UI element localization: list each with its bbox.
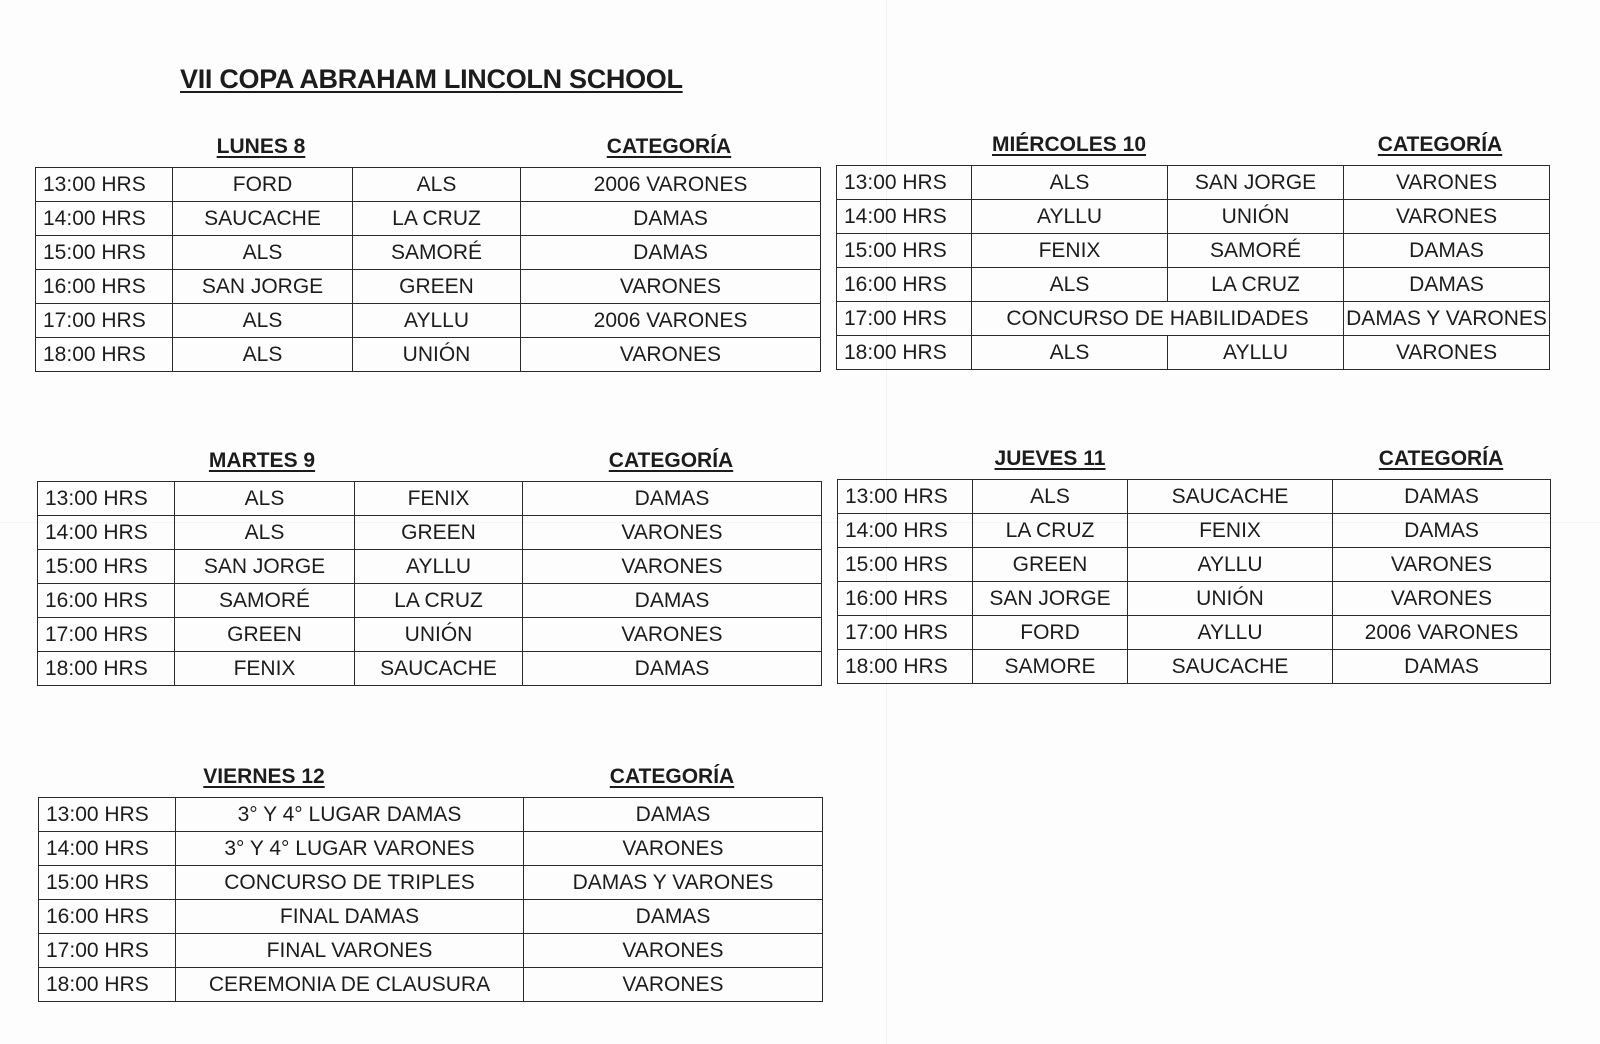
category-cell: DAMAS bbox=[1344, 268, 1550, 302]
time-cell: 15:00 HRS bbox=[838, 548, 973, 582]
team-cell: FENIX bbox=[1128, 514, 1333, 548]
team-cell: UNIÓN bbox=[1168, 200, 1344, 234]
time-cell: 16:00 HRS bbox=[838, 582, 973, 616]
time-cell: 18:00 HRS bbox=[39, 968, 176, 1002]
category-cell: VARONES bbox=[1333, 582, 1551, 616]
table-row bbox=[838, 514, 1551, 548]
table-row bbox=[36, 270, 821, 304]
event-cell: CONCURSO DE TRIPLES bbox=[176, 866, 524, 900]
table-row bbox=[837, 200, 1550, 234]
category-cell: VARONES bbox=[1344, 200, 1550, 234]
table-row bbox=[39, 866, 823, 900]
team-cell: GREEN bbox=[175, 618, 355, 652]
table-row bbox=[838, 548, 1551, 582]
team-cell: FENIX bbox=[175, 652, 355, 686]
category-cell: DAMAS bbox=[523, 584, 822, 618]
category-cell: VARONES bbox=[524, 968, 823, 1002]
table-row bbox=[39, 832, 823, 866]
table-row bbox=[837, 268, 1550, 302]
category-cell: DAMAS bbox=[1333, 514, 1551, 548]
time-cell: 14:00 HRS bbox=[36, 202, 173, 236]
table-row bbox=[39, 968, 823, 1002]
team-cell: AYLLU bbox=[1128, 616, 1333, 650]
time-cell: 17:00 HRS bbox=[837, 302, 972, 336]
time-cell: 16:00 HRS bbox=[38, 584, 175, 618]
time-cell: 17:00 HRS bbox=[838, 616, 973, 650]
team-cell: SAN JORGE bbox=[973, 582, 1128, 616]
team-cell: UNIÓN bbox=[355, 618, 523, 652]
team-cell: SAUCACHE bbox=[355, 652, 523, 686]
time-cell: 18:00 HRS bbox=[38, 652, 175, 686]
category-cell: VARONES bbox=[521, 270, 821, 304]
table-row bbox=[38, 516, 822, 550]
category-cell: DAMAS bbox=[1333, 650, 1551, 684]
time-cell: 16:00 HRS bbox=[39, 900, 176, 934]
day-header-viernes: VIERNES 12 bbox=[203, 765, 325, 788]
team-cell: SAUCACHE bbox=[173, 202, 353, 236]
table-row bbox=[838, 480, 1551, 514]
schedule-table-martes bbox=[37, 481, 822, 686]
category-header-viernes: CATEGORÍA bbox=[609, 765, 735, 788]
team-cell: SAMORE bbox=[973, 650, 1128, 684]
category-header-jueves: CATEGORÍA bbox=[1378, 447, 1504, 470]
team-cell: UNIÓN bbox=[353, 338, 521, 372]
category-header-martes: CATEGORÍA bbox=[608, 449, 734, 472]
time-cell: 16:00 HRS bbox=[837, 268, 972, 302]
time-cell: 15:00 HRS bbox=[36, 236, 173, 270]
team-cell: FENIX bbox=[972, 234, 1168, 268]
team-cell: LA CRUZ bbox=[353, 202, 521, 236]
team-cell: FENIX bbox=[355, 482, 523, 516]
time-cell: 15:00 HRS bbox=[39, 866, 176, 900]
team-cell: ALS bbox=[175, 482, 355, 516]
category-header-lunes: CATEGORÍA bbox=[606, 135, 732, 158]
team-cell: GREEN bbox=[353, 270, 521, 304]
time-cell: 17:00 HRS bbox=[39, 934, 176, 968]
table-row bbox=[36, 236, 821, 270]
day-header-jueves: JUEVES 11 bbox=[994, 447, 1106, 470]
table-row bbox=[837, 336, 1550, 370]
category-cell: DAMAS bbox=[524, 798, 823, 832]
schedule-lunes bbox=[35, 135, 821, 372]
table-row bbox=[837, 166, 1550, 200]
team-cell: GREEN bbox=[355, 516, 523, 550]
category-cell: VARONES bbox=[524, 934, 823, 968]
team-cell: SAN JORGE bbox=[1168, 166, 1344, 200]
category-cell: VARONES bbox=[523, 550, 822, 584]
day-header-martes: MARTES 9 bbox=[208, 449, 316, 472]
category-cell: DAMAS bbox=[1333, 480, 1551, 514]
table-row bbox=[36, 338, 821, 372]
category-cell: VARONES bbox=[523, 516, 822, 550]
table-row bbox=[838, 616, 1551, 650]
team-cell: AYLLU bbox=[353, 304, 521, 338]
table-row bbox=[838, 582, 1551, 616]
team-cell: LA CRUZ bbox=[973, 514, 1128, 548]
table-row bbox=[38, 584, 822, 618]
time-cell: 13:00 HRS bbox=[838, 480, 973, 514]
category-cell: DAMAS bbox=[523, 482, 822, 516]
category-cell: DAMAS Y VARONES bbox=[1344, 302, 1550, 336]
category-cell: VARONES bbox=[524, 832, 823, 866]
time-cell: 16:00 HRS bbox=[36, 270, 173, 304]
day-header-miercoles: MIÉRCOLES 10 bbox=[991, 133, 1147, 156]
category-cell: VARONES bbox=[521, 338, 821, 372]
category-cell: VARONES bbox=[1344, 336, 1550, 370]
team-cell: FORD bbox=[173, 168, 353, 202]
time-cell: 13:00 HRS bbox=[39, 798, 176, 832]
schedule-table-lunes bbox=[35, 167, 821, 372]
team-cell: SAUCACHE bbox=[1128, 480, 1333, 514]
table-row bbox=[38, 652, 822, 686]
category-cell: 2006 VARONES bbox=[1333, 616, 1551, 650]
category-cell: 2006 VARONES bbox=[521, 304, 821, 338]
team-cell: SAUCACHE bbox=[1128, 650, 1333, 684]
team-cell: ALS bbox=[173, 338, 353, 372]
team-cell: ALS bbox=[175, 516, 355, 550]
event-cell: FINAL VARONES bbox=[176, 934, 524, 968]
team-cell: AYLLU bbox=[1168, 336, 1344, 370]
time-cell: 13:00 HRS bbox=[36, 168, 173, 202]
category-cell: DAMAS bbox=[521, 202, 821, 236]
team-cell: SAMORÉ bbox=[353, 236, 521, 270]
category-cell: DAMAS bbox=[521, 236, 821, 270]
category-cell: DAMAS bbox=[524, 900, 823, 934]
table-row bbox=[838, 650, 1551, 684]
category-cell: VARONES bbox=[1333, 548, 1551, 582]
table-row bbox=[39, 934, 823, 968]
team-cell: LA CRUZ bbox=[355, 584, 523, 618]
team-cell: SAN JORGE bbox=[175, 550, 355, 584]
team-cell: ALS bbox=[972, 268, 1168, 302]
team-cell: AYLLU bbox=[355, 550, 523, 584]
table-row bbox=[38, 618, 822, 652]
table-row bbox=[837, 302, 1550, 336]
schedule-jueves bbox=[837, 447, 1551, 684]
team-cell: ALS bbox=[972, 336, 1168, 370]
category-cell: DAMAS bbox=[1344, 234, 1550, 268]
table-row bbox=[39, 798, 823, 832]
table-row bbox=[36, 168, 821, 202]
team-cell: SAN JORGE bbox=[173, 270, 353, 304]
team-cell: ALS bbox=[972, 166, 1168, 200]
category-cell: DAMAS bbox=[523, 652, 822, 686]
category-cell: VARONES bbox=[523, 618, 822, 652]
team-cell: FORD bbox=[973, 616, 1128, 650]
table-row bbox=[39, 900, 823, 934]
time-cell: 17:00 HRS bbox=[38, 618, 175, 652]
time-cell: 14:00 HRS bbox=[39, 832, 176, 866]
event-cell: CEREMONIA DE CLAUSURA bbox=[176, 968, 524, 1002]
team-cell: ALS bbox=[173, 236, 353, 270]
time-cell: 13:00 HRS bbox=[38, 482, 175, 516]
team-cell: SAMORÉ bbox=[175, 584, 355, 618]
time-cell: 18:00 HRS bbox=[36, 338, 173, 372]
time-cell: 14:00 HRS bbox=[837, 200, 972, 234]
day-header-lunes: LUNES 8 bbox=[216, 135, 306, 158]
event-cell: CONCURSO DE HABILIDADES bbox=[972, 302, 1344, 336]
category-cell: 2006 VARONES bbox=[521, 168, 821, 202]
team-cell: ALS bbox=[173, 304, 353, 338]
table-row bbox=[36, 304, 821, 338]
event-cell: 3° Y 4° LUGAR VARONES bbox=[176, 832, 524, 866]
team-cell: AYLLU bbox=[1128, 548, 1333, 582]
time-cell: 17:00 HRS bbox=[36, 304, 173, 338]
event-cell: 3° Y 4° LUGAR DAMAS bbox=[176, 798, 524, 832]
team-cell: AYLLU bbox=[972, 200, 1168, 234]
time-cell: 13:00 HRS bbox=[837, 166, 972, 200]
team-cell: UNIÓN bbox=[1128, 582, 1333, 616]
team-cell: LA CRUZ bbox=[1168, 268, 1344, 302]
schedule-martes bbox=[37, 449, 822, 686]
event-cell: FINAL DAMAS bbox=[176, 900, 524, 934]
category-cell: VARONES bbox=[1344, 166, 1550, 200]
category-header-miercoles: CATEGORÍA bbox=[1377, 133, 1503, 156]
page-title: VII COPA ABRAHAM LINCOLN SCHOOL bbox=[180, 64, 683, 94]
table-row bbox=[38, 482, 822, 516]
table-row bbox=[38, 550, 822, 584]
schedule-table-miercoles bbox=[836, 165, 1550, 370]
team-cell: ALS bbox=[353, 168, 521, 202]
time-cell: 15:00 HRS bbox=[837, 234, 972, 268]
category-cell: DAMAS Y VARONES bbox=[524, 866, 823, 900]
time-cell: 14:00 HRS bbox=[838, 514, 973, 548]
schedule-viernes bbox=[38, 765, 823, 1002]
time-cell: 14:00 HRS bbox=[38, 516, 175, 550]
table-row bbox=[837, 234, 1550, 268]
team-cell: ALS bbox=[973, 480, 1128, 514]
time-cell: 18:00 HRS bbox=[838, 650, 973, 684]
team-cell: SAMORÉ bbox=[1168, 234, 1344, 268]
schedule-miercoles bbox=[836, 133, 1550, 370]
time-cell: 15:00 HRS bbox=[38, 550, 175, 584]
table-row bbox=[36, 202, 821, 236]
time-cell: 18:00 HRS bbox=[837, 336, 972, 370]
team-cell: GREEN bbox=[973, 548, 1128, 582]
schedule-table-jueves bbox=[837, 479, 1551, 684]
schedule-table-viernes bbox=[38, 797, 823, 1002]
